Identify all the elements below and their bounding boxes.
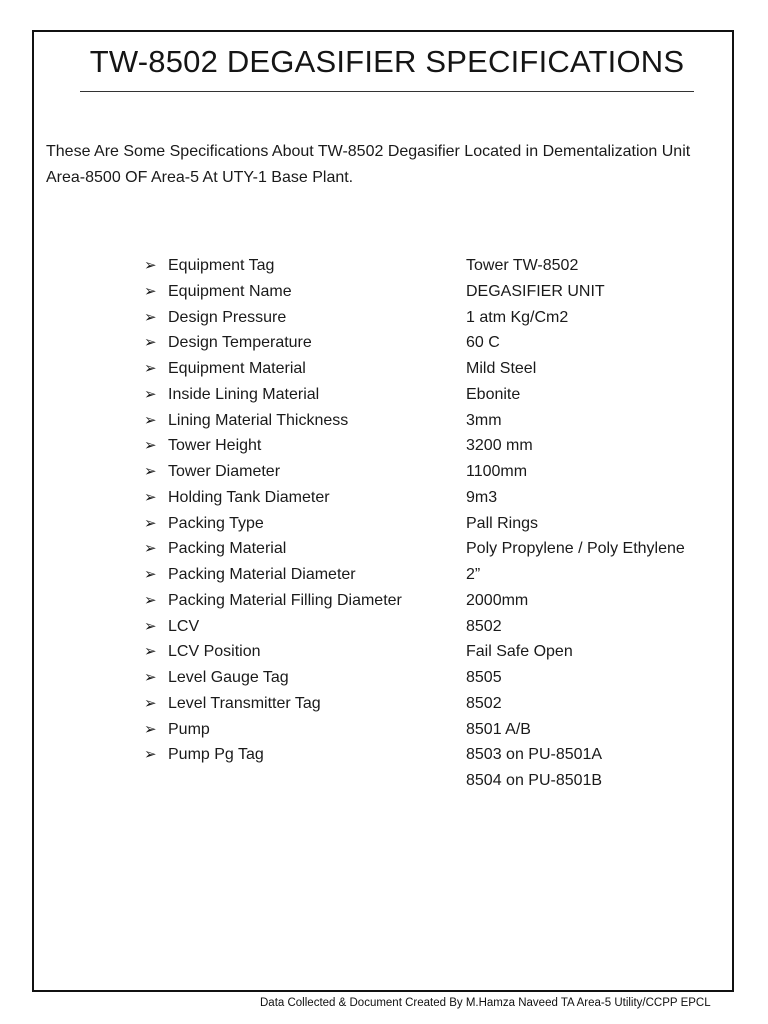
spec-row: [144, 665, 724, 691]
spec-value: 8501 A/B: [466, 720, 531, 738]
spec-label: Pump: [168, 720, 210, 738]
arrow-bullet-icon: ➢: [144, 463, 157, 480]
spec-row: [144, 639, 724, 665]
spec-row: [144, 356, 724, 382]
arrow-bullet-icon: ➢: [144, 360, 157, 377]
specification-list: [144, 253, 724, 794]
arrow-bullet-icon: ➢: [144, 617, 157, 635]
arrow-bullet-icon: ➢: [144, 282, 157, 300]
arrow-bullet-icon: ➢: [144, 411, 157, 429]
spec-label: Lining Material Thickness: [168, 411, 349, 429]
intro-paragraph: These Are Some Specifications About TW-8502 Degasifier Located in Dementalization Unit Area-8500 OF Area-5 At UTY-1 Base Plant.: [46, 143, 691, 186]
spec-label: Equipment Name: [168, 282, 292, 300]
arrow-bullet-icon: ➢: [144, 720, 157, 738]
spec-row: [144, 562, 724, 588]
spec-value: 9m3: [466, 488, 498, 506]
spec-label: LCV: [168, 617, 200, 635]
spec-label: Design Pressure: [168, 308, 287, 326]
spec-value: 8505: [466, 669, 502, 686]
spec-value: Tower TW-8502: [466, 257, 579, 274]
document-title: TW-8502 DEGASIFIER SPECIFICATIONS: [89, 44, 685, 79]
spec-label: Packing Material: [168, 540, 287, 558]
spec-row: [144, 305, 724, 331]
spec-value: DEGASIFIER UNIT: [466, 282, 605, 300]
arrow-bullet-icon: ➢: [144, 746, 157, 764]
spec-label: LCV Position: [168, 643, 261, 661]
arrow-bullet-icon: ➢: [144, 488, 157, 506]
spec-row: [144, 382, 724, 408]
arrow-bullet-icon: ➢: [144, 334, 157, 352]
arrow-bullet-icon: ➢: [144, 540, 157, 558]
spec-row: [144, 742, 724, 768]
spec-row: [144, 588, 724, 614]
spec-value: Mild Steel: [466, 360, 537, 377]
spec-label: Packing Type: [168, 514, 264, 532]
spec-value: 2”: [466, 566, 481, 583]
spec-value: 8504 on PU-8501B: [466, 772, 603, 789]
spec-label: Tower Diameter: [168, 463, 281, 480]
spec-row: [144, 485, 724, 511]
spec-label: Tower Height: [168, 437, 262, 455]
arrow-bullet-icon: ➢: [144, 643, 157, 661]
spec-value: Ebonite: [466, 385, 521, 403]
arrow-bullet-icon: ➢: [144, 566, 157, 583]
spec-label: Holding Tank Diameter: [168, 488, 330, 506]
arrow-bullet-icon: ➢: [144, 385, 157, 403]
spec-row: [144, 330, 724, 356]
spec-row: [144, 536, 724, 562]
spec-label: Level Gauge Tag: [168, 669, 289, 686]
spec-row: [144, 717, 724, 743]
spec-label: Design Temperature: [168, 334, 312, 352]
spec-label: Packing Material Filling Diameter: [168, 591, 402, 609]
spec-value: 1 atm Kg/Cm2: [466, 308, 569, 326]
arrow-bullet-icon: ➢: [144, 437, 157, 455]
spec-row: [144, 459, 724, 485]
arrow-bullet-icon: ➢: [144, 669, 157, 686]
spec-label: Pump Pg Tag: [168, 746, 264, 764]
spec-value: Poly Propylene / Poly Ethylene: [466, 540, 685, 558]
spec-value: Fail Safe Open: [466, 643, 573, 661]
arrow-bullet-icon: ➢: [144, 514, 157, 532]
footer-credit: Data Collected & Document Created By M.Hamza Naveed TA Area-5 Utility/CCPP EPCL: [260, 997, 711, 1009]
spec-label: Packing Material Diameter: [168, 566, 356, 583]
spec-value: Pall Rings: [466, 514, 539, 532]
spec-row: [144, 253, 724, 279]
spec-value: 8502: [466, 617, 502, 635]
spec-row: [144, 511, 724, 537]
arrow-bullet-icon: ➢: [144, 591, 157, 609]
spec-row: [144, 614, 724, 640]
spec-row: [144, 691, 724, 717]
spec-row: [144, 279, 724, 305]
spec-value: 60 C: [466, 334, 500, 352]
spec-label: Equipment Tag: [168, 257, 275, 274]
spec-value: 3200 mm: [466, 437, 533, 455]
spec-value: 8502: [466, 694, 502, 712]
title-underline: [80, 91, 694, 92]
spec-value: 2000mm: [466, 591, 529, 609]
spec-value: 8503 on PU-8501A: [466, 746, 603, 764]
spec-value: 1100mm: [466, 463, 528, 480]
spec-row: [144, 408, 724, 434]
arrow-bullet-icon: ➢: [144, 257, 157, 274]
spec-label: Equipment Material: [168, 360, 306, 377]
spec-label: Level Transmitter Tag: [168, 694, 321, 712]
arrow-bullet-icon: ➢: [144, 694, 157, 712]
arrow-bullet-icon: ➢: [144, 308, 157, 326]
spec-label: Inside Lining Material: [168, 385, 320, 403]
spec-row: [144, 433, 724, 459]
spec-row: [144, 768, 724, 794]
spec-value: 3mm: [466, 411, 502, 429]
